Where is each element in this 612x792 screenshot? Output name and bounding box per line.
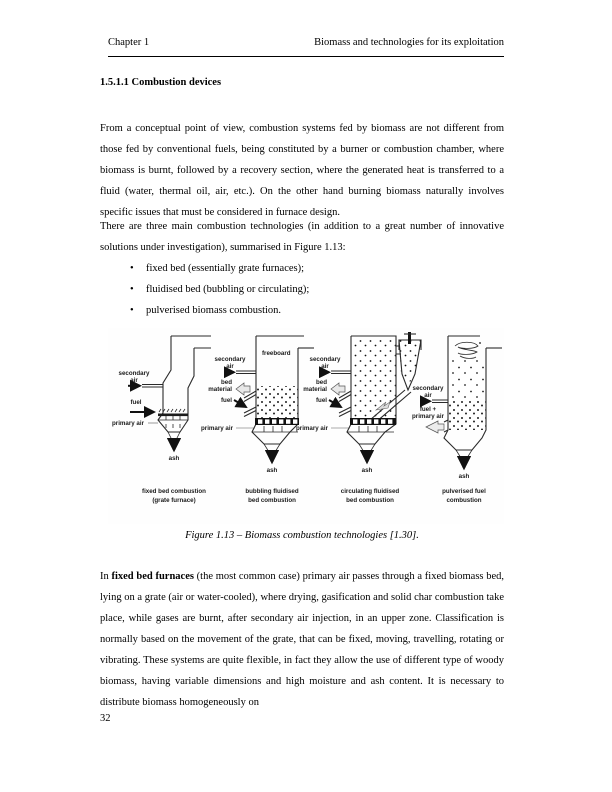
panel-caption-line1: pulverised fuel <box>442 488 486 495</box>
list-item <box>100 279 504 300</box>
label-bed-material-line2: material <box>208 386 232 393</box>
list-item <box>100 258 504 279</box>
paragraph-two <box>100 216 504 258</box>
paragraph-three-text <box>100 566 504 713</box>
label-secondary-air-line2: air <box>226 363 234 370</box>
panel-caption-line2: combustion <box>446 497 482 504</box>
label-secondary-air-line2: air <box>321 363 329 370</box>
header-divider <box>108 56 504 57</box>
label-secondary-air-line2: air <box>130 377 138 384</box>
label-fuel: fuel <box>130 399 142 406</box>
label-secondary-air-line1: secondary <box>309 356 341 363</box>
list-item <box>100 300 504 321</box>
label-primary-air: primary air <box>112 420 144 427</box>
paragraph-three-emphasis: fixed bed furnaces <box>111 571 194 582</box>
running-header <box>108 36 504 50</box>
paragraph-three-lead: In <box>100 571 112 582</box>
label-bed-material-line2: material <box>303 386 327 393</box>
label-bed-material-line1: bed <box>315 379 327 386</box>
label-primary-air: primary air <box>296 425 328 432</box>
label-ash: ash <box>361 467 373 474</box>
list-item-label: fixed bed (essentially grate furnaces); <box>146 263 305 274</box>
technology-bullet-list <box>100 258 504 321</box>
bullet-marker-icon: • <box>130 305 134 316</box>
list-item-label: fluidised bed (bubbling or circulating); <box>146 284 310 295</box>
section-heading: 1.5.1.1 Combustion devices <box>100 77 222 88</box>
label-fuel: fuel <box>315 397 327 404</box>
label-fuel-primary-air-line2: primary air <box>412 413 444 420</box>
label-secondary-air-line1: secondary <box>118 370 150 377</box>
label-bed-material-line1: bed <box>220 379 232 386</box>
label-secondary-air-line2: air <box>424 392 432 399</box>
paragraph-three-rest: (the most common case) primary air passes through a fixed biomass bed, lying on a grate (air or water-cooled), where drying, gasification and solid char combustion take place, while gases are burnt, after secondary air injection, in an upper zone. Classification is normally based on the movement of the grate, that can be fixed, moving, travelling, rotating or vibrating. These systems are quite flexible, in fact they allow the use of different type of woody biomass, having variable dimensions and high moisture and ash content. It is necessary to distribute biomass homogeneously on <box>100 571 505 708</box>
paragraph-two-text: There are three main combustion technologies (in addition to a great number of innovative solutions under investigation), summarised in Figure 1.13: <box>100 221 504 253</box>
label-fuel: fuel <box>220 397 232 404</box>
label-secondary-air-line1: secondary <box>214 356 246 363</box>
label-primary-air: primary air <box>201 425 233 432</box>
panel-caption-line2: bed combustion <box>248 497 296 504</box>
figure-1-13-image <box>108 328 504 524</box>
bullet-marker-icon: • <box>130 284 134 295</box>
header-chapter-label: Chapter 1 <box>108 37 150 48</box>
page-number: 32 <box>100 713 111 724</box>
label-fuel-primary-air-line1: fuel + <box>419 406 437 413</box>
paragraph-three <box>100 566 504 713</box>
label-secondary-air-line1: secondary <box>412 385 444 392</box>
list-item-label: pulverised biomass combustion. <box>146 305 282 316</box>
panel-caption-line2: (grate furnace) <box>152 497 196 504</box>
figure-caption: Figure 1.13 – Biomass combustion technologies [1.30]. <box>185 530 419 541</box>
panel-caption-line1: fixed bed combustion <box>142 488 206 495</box>
paragraph-one-text: From a conceptual point of view, combustion systems fed by biomass are not different from those fed by conventional fuels, being constituted by a burner or combustion chamber, where biomass is burnt, followed by a recovery section, where the generated heat is transferred to a fluid (water, thermal oil, air, etc.). On the other hand burning biomass naturally involves specific issues that must be considered in furnace design. <box>100 123 504 218</box>
header-title-label: Biomass and technologies for its exploitation <box>314 37 504 48</box>
bullet-marker-icon: • <box>130 263 134 274</box>
label-ash: ash <box>168 455 180 462</box>
label-ash: ash <box>458 473 470 480</box>
label-freeboard: freeboard <box>262 350 291 357</box>
panel-caption-line2: bed combustion <box>346 497 394 504</box>
paragraph-one <box>100 118 504 223</box>
panel-caption-line1: bubbling fluidised <box>245 488 299 495</box>
panel-caption-line1: circulating fluidised <box>340 488 400 495</box>
label-ash: ash <box>266 467 278 474</box>
